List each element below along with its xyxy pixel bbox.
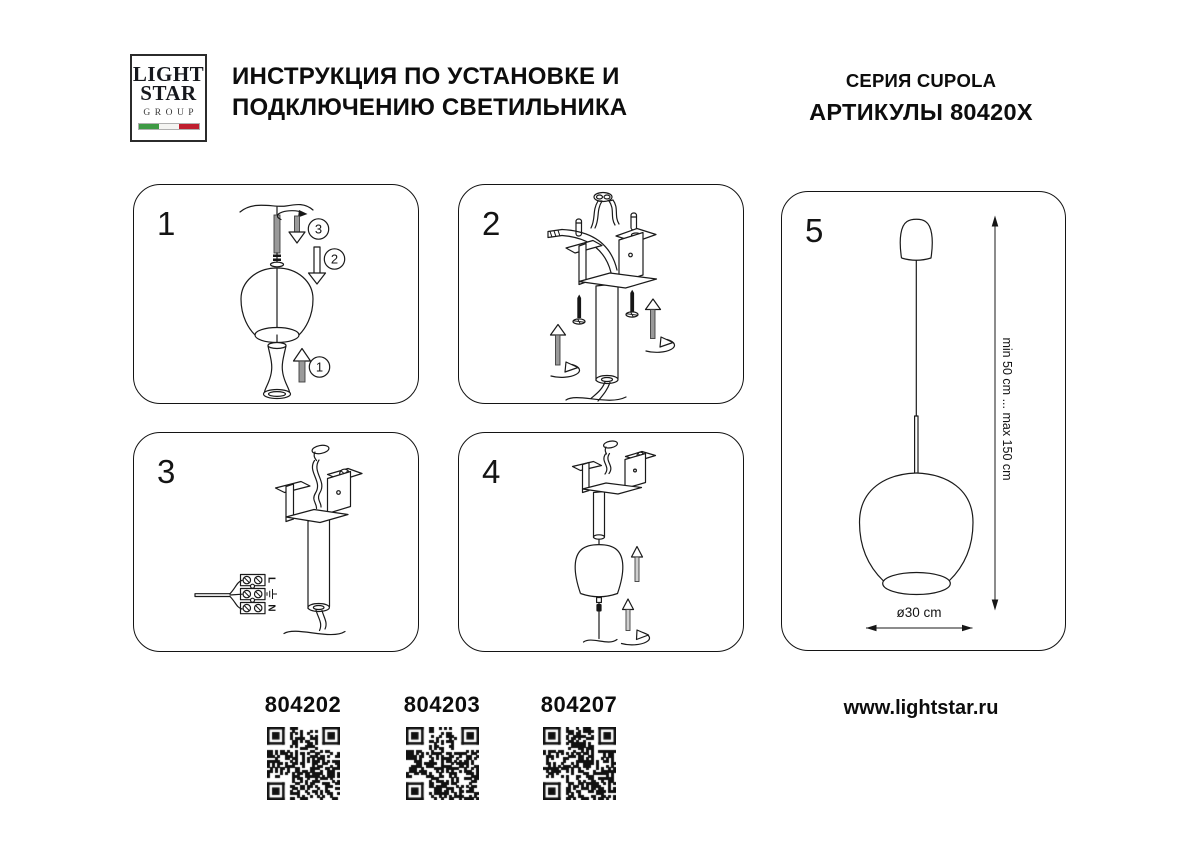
step-panel-5 bbox=[781, 191, 1066, 651]
title-line-1: ИНСТРУКЦИЯ ПО УСТАНОВКЕ И bbox=[232, 63, 620, 90]
qr-code-2 bbox=[406, 727, 479, 800]
step-number-2: 2 bbox=[482, 205, 501, 242]
lamp-shade bbox=[241, 268, 313, 343]
terminal-label-line: L bbox=[265, 576, 277, 584]
step-4-drawing bbox=[459, 433, 745, 653]
step-panel-4 bbox=[458, 432, 744, 652]
height-dimension bbox=[992, 216, 1014, 611]
rod-end-cable bbox=[284, 604, 345, 635]
rotate-up-arrow-icon bbox=[622, 599, 650, 645]
suspension-rod bbox=[308, 519, 330, 609]
diameter-dimension bbox=[866, 605, 973, 631]
italian-flag-icon bbox=[138, 123, 200, 130]
series-info bbox=[771, 70, 1071, 126]
series-name: СЕРИЯ CUPOLA bbox=[845, 70, 997, 91]
terminal-labels bbox=[266, 577, 278, 612]
bracket-bottom-plate bbox=[579, 273, 657, 288]
bracket-bottom-plate bbox=[286, 510, 348, 523]
flag-white-segment bbox=[159, 124, 179, 129]
step-3-label: 3 bbox=[314, 221, 323, 237]
article-code-3: 804207 bbox=[540, 692, 618, 717]
suspension-rod bbox=[596, 284, 618, 381]
qr-code-3 bbox=[543, 727, 616, 800]
diffuser-cone bbox=[264, 343, 291, 399]
terminal-block bbox=[241, 575, 266, 614]
hanging-wire-hook bbox=[603, 440, 618, 474]
step-panel-3 bbox=[133, 432, 419, 652]
flag-green-segment bbox=[139, 124, 159, 129]
article-code-2: 804203 bbox=[403, 692, 481, 717]
articles-title: АРТИКУЛЫ 80420X bbox=[809, 99, 1033, 125]
step-number-4: 4 bbox=[482, 453, 501, 490]
flag-red-segment bbox=[179, 124, 199, 129]
step-2-label: 2 bbox=[330, 251, 339, 267]
step-3-drawing bbox=[134, 433, 420, 653]
title-line-2: ПОДКЛЮЧЕНИЮ СВЕТИЛЬНИКА bbox=[232, 94, 628, 121]
rod-end-cable bbox=[566, 376, 626, 402]
step-2-drawing bbox=[459, 185, 745, 405]
hanging-wire-hook bbox=[311, 444, 329, 508]
logo-text-light: LIGHT bbox=[132, 62, 205, 86]
website-url: www.lightstar.ru bbox=[843, 697, 999, 719]
dimensions-drawing bbox=[782, 192, 1067, 652]
step-1-label: 1 bbox=[315, 359, 324, 375]
step-number-1: 1 bbox=[157, 205, 176, 242]
article-block-1 bbox=[243, 692, 363, 800]
rotate-up-arrow-right bbox=[646, 299, 675, 352]
terminal-label-neutral: N bbox=[265, 604, 277, 612]
up-arrow-icon bbox=[294, 349, 311, 383]
step-3-badge bbox=[308, 219, 328, 239]
cord-with-stop bbox=[584, 598, 618, 643]
canopy-dome bbox=[575, 535, 623, 597]
step-1-badge bbox=[309, 357, 329, 377]
rotate-arrow-icon bbox=[277, 210, 307, 243]
step-2-badge bbox=[324, 249, 344, 269]
suspension-rod bbox=[594, 492, 605, 538]
earth-ground-icon bbox=[267, 589, 277, 599]
lightstar-logo bbox=[130, 54, 207, 142]
step-number-5: 5 bbox=[805, 212, 824, 249]
supply-wire bbox=[195, 580, 242, 609]
diameter-label: ø30 cm bbox=[896, 605, 942, 620]
page-title bbox=[232, 61, 627, 123]
lamp-shade bbox=[860, 473, 974, 595]
qr-code-1 bbox=[267, 727, 340, 800]
suspension-cord bbox=[915, 261, 918, 473]
down-arrow-icon bbox=[309, 247, 326, 284]
logo-text-star: STAR bbox=[140, 81, 197, 105]
article-block-3 bbox=[519, 692, 639, 800]
logo-text-group: GROUP bbox=[143, 108, 199, 118]
height-range-label: min 50 cm ... max 150 cm bbox=[1000, 337, 1014, 481]
step-1-drawing bbox=[134, 185, 420, 405]
step-panel-1 bbox=[133, 184, 419, 404]
ceiling-wires bbox=[591, 193, 619, 229]
step-number-3: 3 bbox=[157, 453, 176, 490]
up-arrow-icon bbox=[632, 547, 643, 582]
rotate-up-arrow-left bbox=[551, 325, 580, 378]
article-code-1: 804202 bbox=[264, 692, 342, 717]
article-block-2 bbox=[382, 692, 502, 800]
step-panel-2 bbox=[458, 184, 744, 404]
ceiling-cup bbox=[900, 219, 932, 260]
